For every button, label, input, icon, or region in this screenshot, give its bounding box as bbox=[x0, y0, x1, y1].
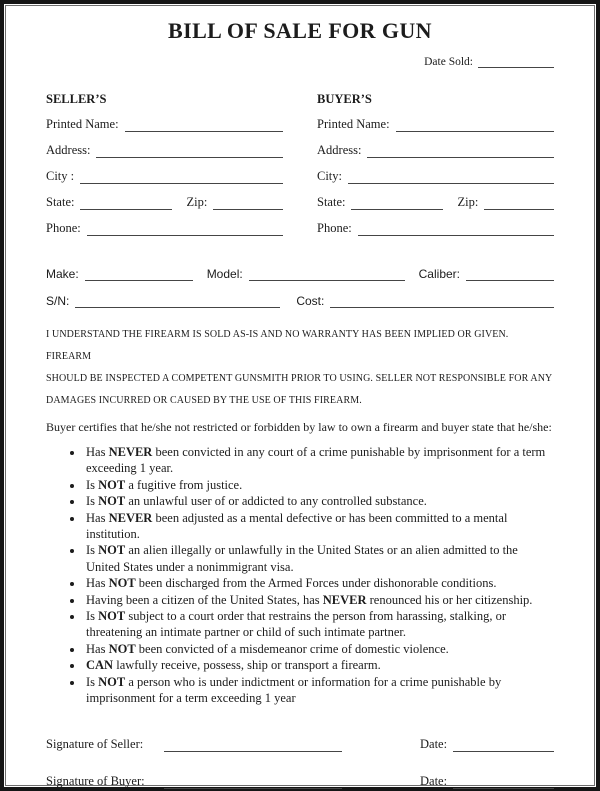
seller-phone-label: Phone: bbox=[46, 221, 81, 235]
certification-item: • Is NOT an alien illegally or unlawfully in the United States or an alien admitted to the United States under a nonimmigrant visa. bbox=[84, 542, 554, 575]
seller-city-field[interactable] bbox=[80, 170, 283, 184]
cost-label: Cost: bbox=[296, 294, 325, 308]
model-label: Model: bbox=[206, 267, 243, 281]
buyer-date-label: Date: bbox=[420, 773, 448, 788]
seller-header: SELLER’S bbox=[46, 92, 107, 106]
seller-zip-label: Zip: bbox=[186, 195, 208, 209]
buyer-zip-label: Zip: bbox=[457, 195, 479, 209]
seller-printed-name-label: Printed Name: bbox=[46, 117, 119, 131]
buyer-city-label: City: bbox=[317, 169, 343, 183]
page-title: BILL OF SALE FOR GUN bbox=[168, 18, 432, 43]
date-sold-row bbox=[46, 54, 554, 68]
make-field[interactable] bbox=[85, 267, 193, 281]
buyer-printed-name-label: Printed Name: bbox=[317, 117, 390, 131]
seller-date-label: Date: bbox=[420, 736, 448, 751]
serial-number-field[interactable] bbox=[75, 294, 280, 308]
disclaimer-line: DAMAGES INCURRED OR CAUSED BY THE USE OF THIS FIREARM. bbox=[46, 395, 362, 406]
certification-item: • Is NOT an unlawful user of or addicted to any controlled substance. bbox=[84, 493, 554, 509]
certification-item: • CAN lawfully receive, possess, ship or transport a firearm. bbox=[84, 657, 554, 673]
certification-item: • Is NOT a fugitive from justice. bbox=[84, 477, 554, 493]
make-label: Make: bbox=[46, 267, 79, 281]
certification-item: • Having been a citizen of the United States, has NEVER renounced his or her citizenship. bbox=[84, 592, 554, 608]
buyer-state-label: State: bbox=[317, 195, 346, 209]
buyer-zip-field[interactable] bbox=[484, 196, 554, 210]
seller-address-label: Address: bbox=[46, 143, 91, 157]
seller-signature-field[interactable] bbox=[164, 738, 342, 752]
seller-signature-label: Signature of Seller: bbox=[46, 736, 144, 751]
cost-field[interactable] bbox=[330, 294, 554, 308]
certification-item: • Has NEVER been convicted in any court of a crime punishable by imprisonment for a term exceeding 1 year. bbox=[84, 444, 554, 477]
as-is-disclaimer bbox=[46, 324, 554, 412]
seller-phone-field[interactable] bbox=[87, 222, 283, 236]
buyer-signature-label: Signature of Buyer: bbox=[46, 773, 145, 788]
certification-item: • Has NOT been convicted of a misdemeanor crime of domestic violence. bbox=[84, 641, 554, 657]
seller-zip-field[interactable] bbox=[213, 196, 283, 210]
buyer-printed-name-field[interactable] bbox=[396, 118, 554, 132]
certification-item: • Is NOT a person who is under indictment or information for a crime punishable by imprisonment for a term exceeding 1 year bbox=[84, 674, 554, 707]
certification-item: • Is NOT subject to a court order that restrains the person from harassing, stalking, or threatening an intimate partner or child of such intimate partner. bbox=[84, 608, 554, 641]
date-sold-field[interactable] bbox=[478, 54, 554, 68]
certification-list bbox=[46, 444, 554, 707]
signature-section bbox=[46, 737, 554, 789]
buyer-phone-label: Phone: bbox=[317, 221, 352, 235]
seller-city-label: City : bbox=[46, 169, 75, 183]
buyer-section bbox=[317, 92, 554, 247]
certification-item: • Has NOT been discharged from the Armed Forces under dishonorable conditions. bbox=[84, 575, 554, 591]
buyer-phone-field[interactable] bbox=[358, 222, 554, 236]
buyer-address-label: Address: bbox=[317, 143, 362, 157]
seller-section bbox=[46, 92, 283, 247]
buyer-header: BUYER’S bbox=[317, 92, 372, 106]
seller-address-field[interactable] bbox=[96, 144, 283, 158]
disclaimer-line: I UNDERSTAND THE FIREARM IS SOLD AS-IS AND NO WARRANTY HAS BEEN IMPLIED OR GIVEN. FIREARM bbox=[46, 329, 509, 362]
parties-section bbox=[46, 92, 554, 247]
seller-state-label: State: bbox=[46, 195, 75, 209]
caliber-label: Caliber: bbox=[418, 267, 460, 281]
model-field[interactable] bbox=[249, 267, 405, 281]
seller-state-field[interactable] bbox=[80, 196, 172, 210]
caliber-field[interactable] bbox=[466, 267, 554, 281]
firearm-section bbox=[46, 267, 554, 308]
certification-intro: Buyer certifies that he/she not restricted or forbidden by law to own a firearm and buyer state that he/she: bbox=[46, 420, 552, 434]
certification-item: • Has NEVER been adjusted as a mental defective or has been committed to a mental institution. bbox=[84, 510, 554, 543]
seller-printed-name-field[interactable] bbox=[125, 118, 283, 132]
buyer-address-field[interactable] bbox=[367, 144, 554, 158]
buyer-city-field[interactable] bbox=[348, 170, 554, 184]
date-sold-label: Date Sold: bbox=[424, 56, 473, 68]
seller-date-field[interactable] bbox=[453, 738, 554, 752]
buyer-state-field[interactable] bbox=[351, 196, 443, 210]
serial-number-label: S/N: bbox=[46, 294, 70, 308]
disclaimer-line: SHOULD BE INSPECTED A COMPETENT GUNSMITH PRIOR TO USING. SELLER NOT RESPONSIBLE FOR ANY bbox=[46, 373, 553, 384]
buyer-date-field[interactable] bbox=[453, 775, 554, 789]
buyer-signature-field[interactable] bbox=[164, 775, 342, 789]
